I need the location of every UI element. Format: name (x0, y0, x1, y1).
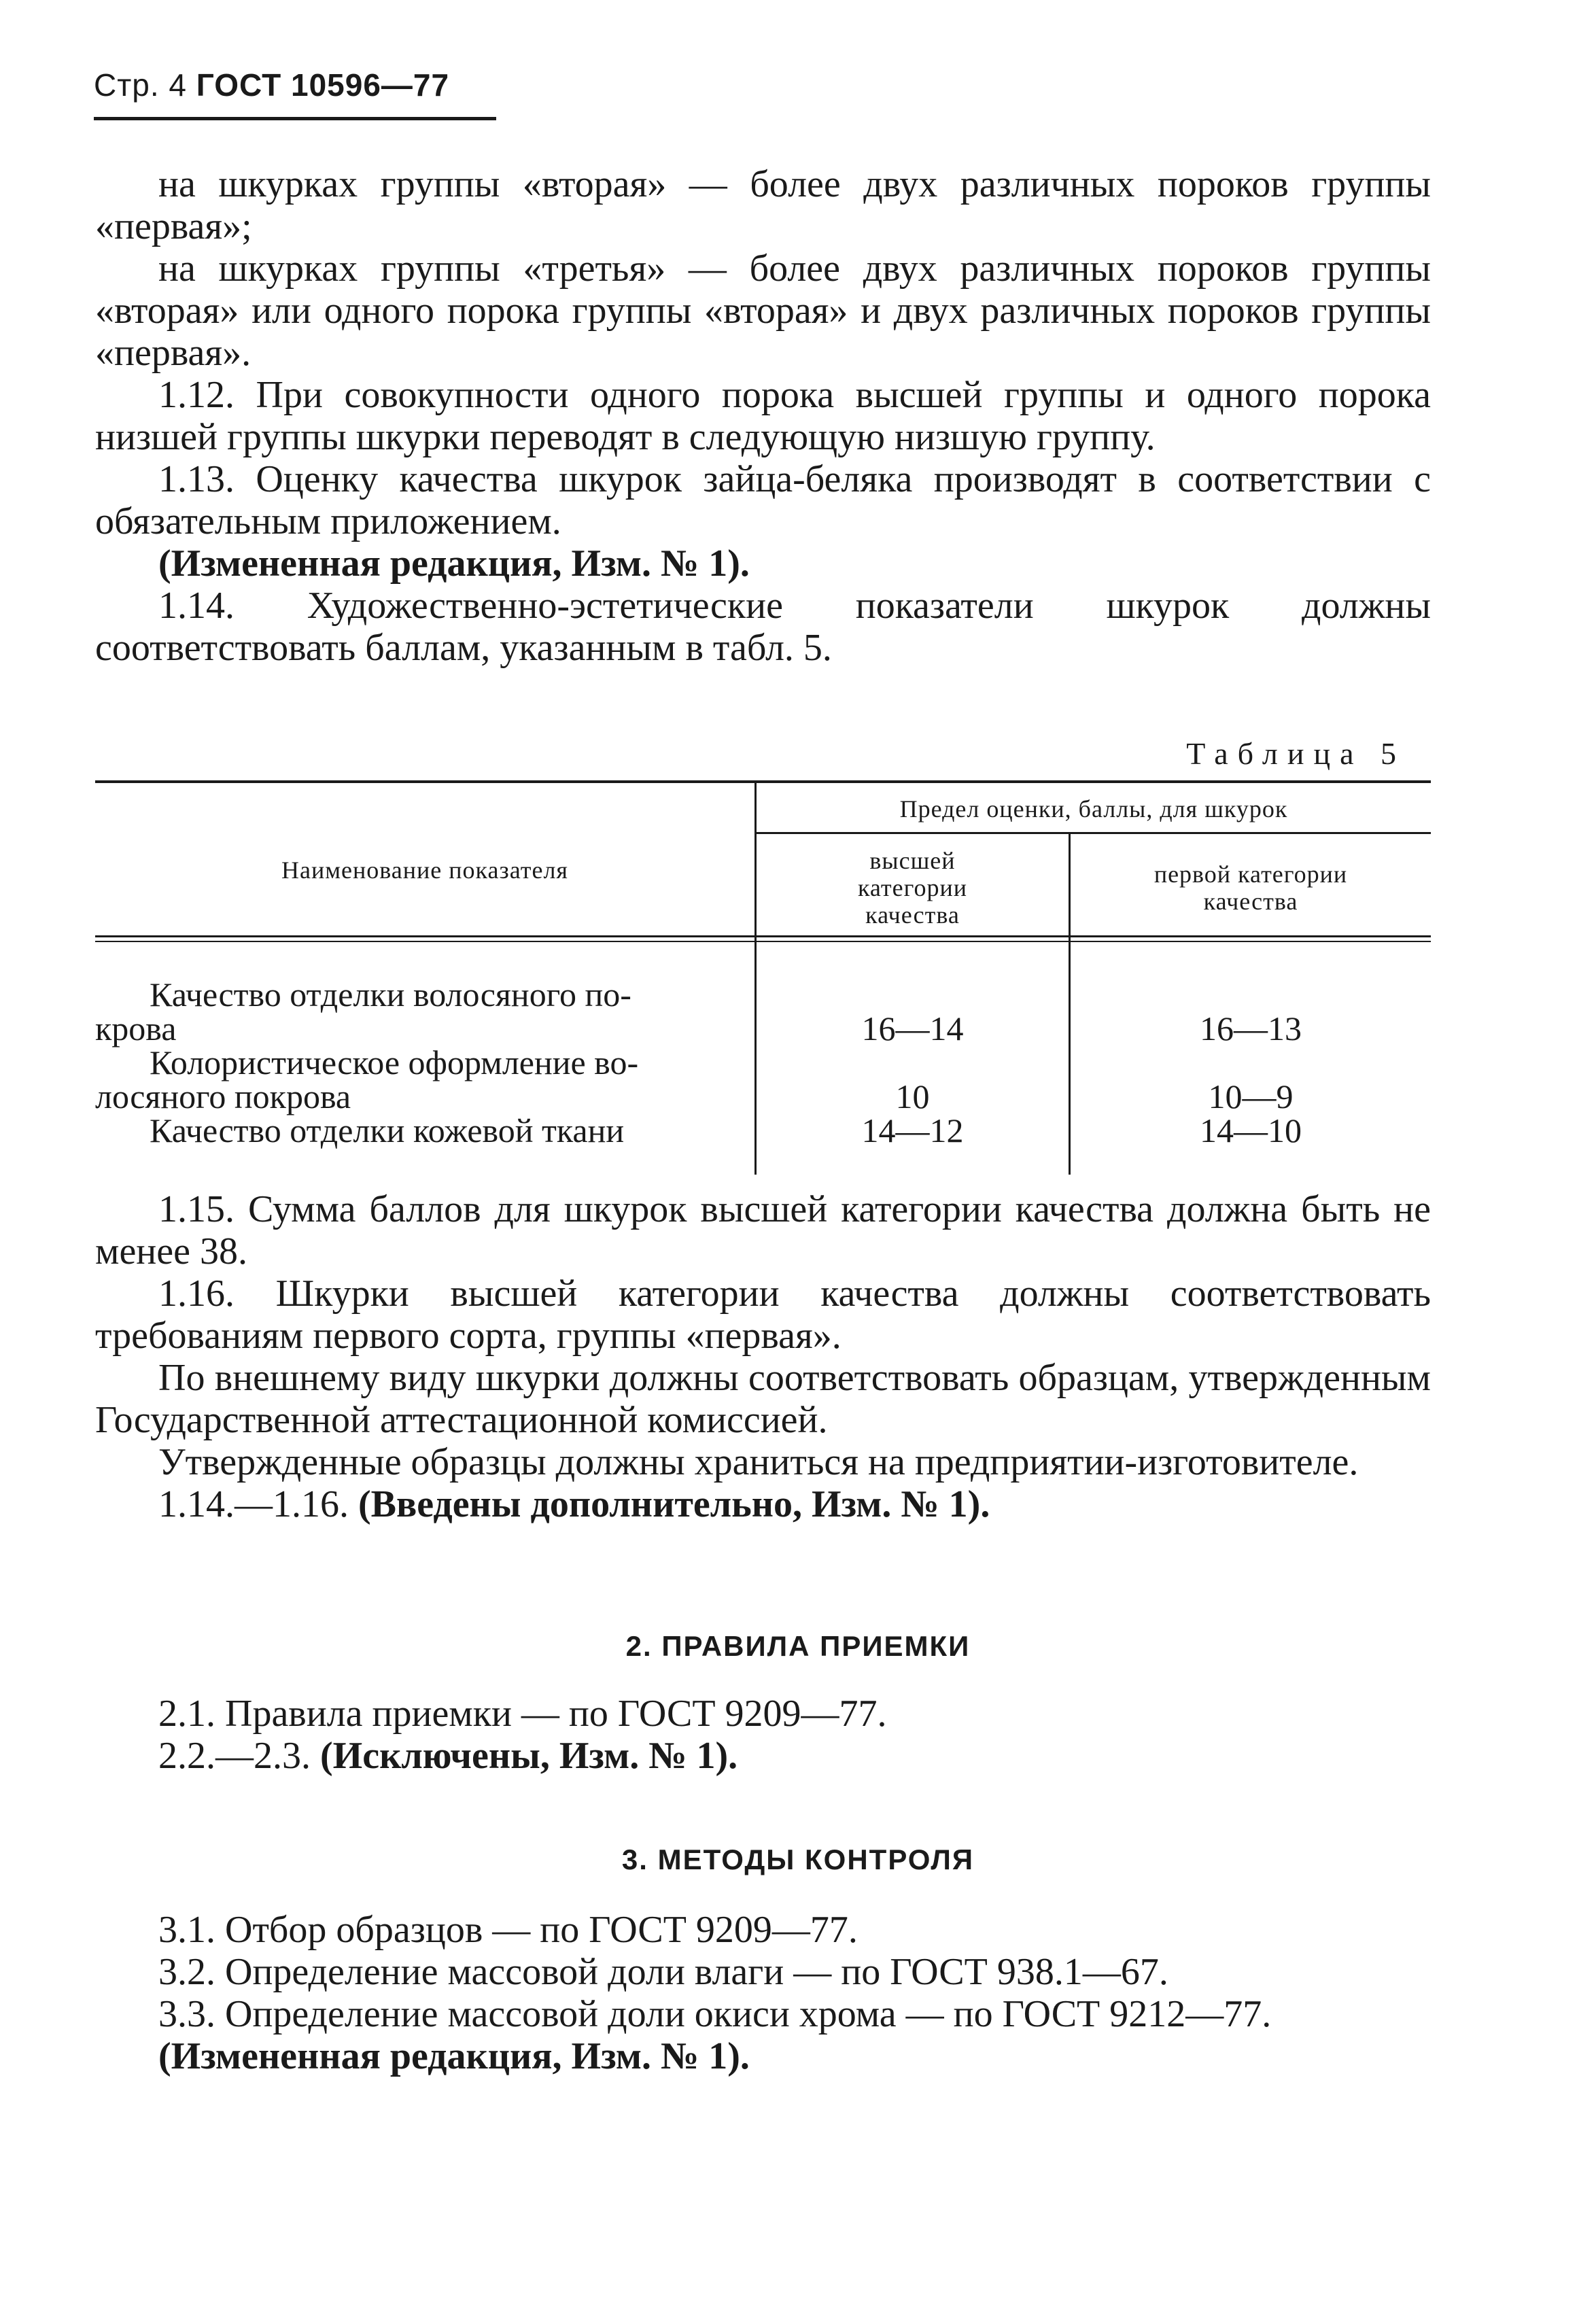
table-row-name: крова (95, 1009, 177, 1048)
column-header-name: Наименование показателя (281, 856, 568, 884)
paragraph: По внешнему виду шкурки должны соответствовать образцам, утвержденным Государственной аттестационной комиссией. (95, 1357, 1431, 1441)
paragraph: на шкурках группы «третья» — более двух различных пороков группы «вторая» или одного порока группы «вторая» и двух различных пороков группы «первая». (95, 247, 1431, 374)
paragraph: 1.12. При совокупности одного порока высшей группы и одного порока низшей группы шкурки переводят в следующую низшую группу. (95, 374, 1431, 458)
table-cell-value: 10 (895, 1077, 930, 1115)
page-header (94, 67, 449, 103)
text-block-2 (95, 1188, 1431, 1525)
paragraph: на шкурках группы «вторая» — более двух различных пороков группы «первая»; (95, 163, 1431, 247)
column-header-highest: высшей категории качества (857, 847, 968, 929)
paragraph: 3.3. Определение массовой доли окиси хрома — по ГОСТ 9212—77. (158, 1993, 1272, 2035)
page-number: Стр. 4 (94, 67, 188, 103)
paragraph: 3.2. Определение массовой доли влаги — по ГОСТ 938.1—67. (158, 1951, 1168, 1993)
paragraph: 1.13. Оценку качества шкурок зайца-беляка производят в соответствии с обязательным приложением. (95, 458, 1431, 542)
column-header-first: первой категории качества (1153, 861, 1348, 915)
paragraph: Утвержденные образцы должны храниться на предприятии-изготовителе. (158, 1441, 1359, 1483)
paragraph: 1.15. Сумма баллов для шкурок высшей категории качества должна быть не менее 38. (95, 1188, 1431, 1272)
table-top-rule (95, 780, 1431, 783)
column-group-header: Предел оценки, баллы, для шкурок (899, 795, 1288, 823)
table-group-rule (757, 832, 1431, 834)
paragraph: 2.1. Правила приемки — по ГОСТ 9209—77. (158, 1693, 887, 1735)
table-header-rule (95, 941, 1431, 942)
header-rule (94, 117, 496, 120)
table-5 (95, 780, 1431, 1175)
table-cell-value: 16—14 (861, 1009, 964, 1048)
table-row-name: Качество отделки кожевой ткани (150, 1111, 625, 1149)
table-caption: Таблица 5 (1186, 736, 1406, 771)
amendment-note: (Измененная редакция, Изм. № 1). (158, 542, 750, 585)
section-title: 2. ПРАВИЛА ПРИЕМКИ (625, 1630, 971, 1662)
table-header-rule (95, 935, 1431, 937)
table-cell-value: 16—13 (1200, 1009, 1302, 1048)
section-title: 3. МЕТОДЫ КОНТРОЛЯ (621, 1843, 975, 1875)
paragraph: 3.1. Отбор образцов — по ГОСТ 9209—77. (158, 1909, 858, 1951)
table-row-name: Колористическое оформление во- (150, 1043, 639, 1081)
text-block-1 (95, 163, 1431, 669)
amendment-note: (Измененная редакция, Изм. № 1). (158, 2035, 750, 2077)
table-row-name: лосяного покрова (95, 1077, 351, 1115)
table-cell-value: 10—9 (1208, 1077, 1294, 1115)
standard-number: ГОСТ 10596—77 (196, 67, 450, 103)
amendment-note: 1.14.—1.16. (Введены дополнительно, Изм. № 1). (158, 1483, 990, 1525)
table-cell-value: 14—12 (861, 1111, 964, 1149)
paragraph: 2.2.—2.3. (Исключены, Изм. № 1). (158, 1735, 738, 1777)
paragraph: 1.16. Шкурки высшей категории качества должны соответствовать требованиям первого сорта, группы «первая». (95, 1272, 1431, 1357)
paragraph: 1.14. Художественно-эстетические показатели шкурок должны соответствовать баллам, указанным в табл. 5. (95, 585, 1431, 669)
table-cell-value: 14—10 (1200, 1111, 1302, 1149)
section-3-body (95, 1909, 1431, 2077)
section-2-body (95, 1693, 1431, 1777)
table-row-name: Качество отделки волосяного по- (150, 975, 631, 1014)
